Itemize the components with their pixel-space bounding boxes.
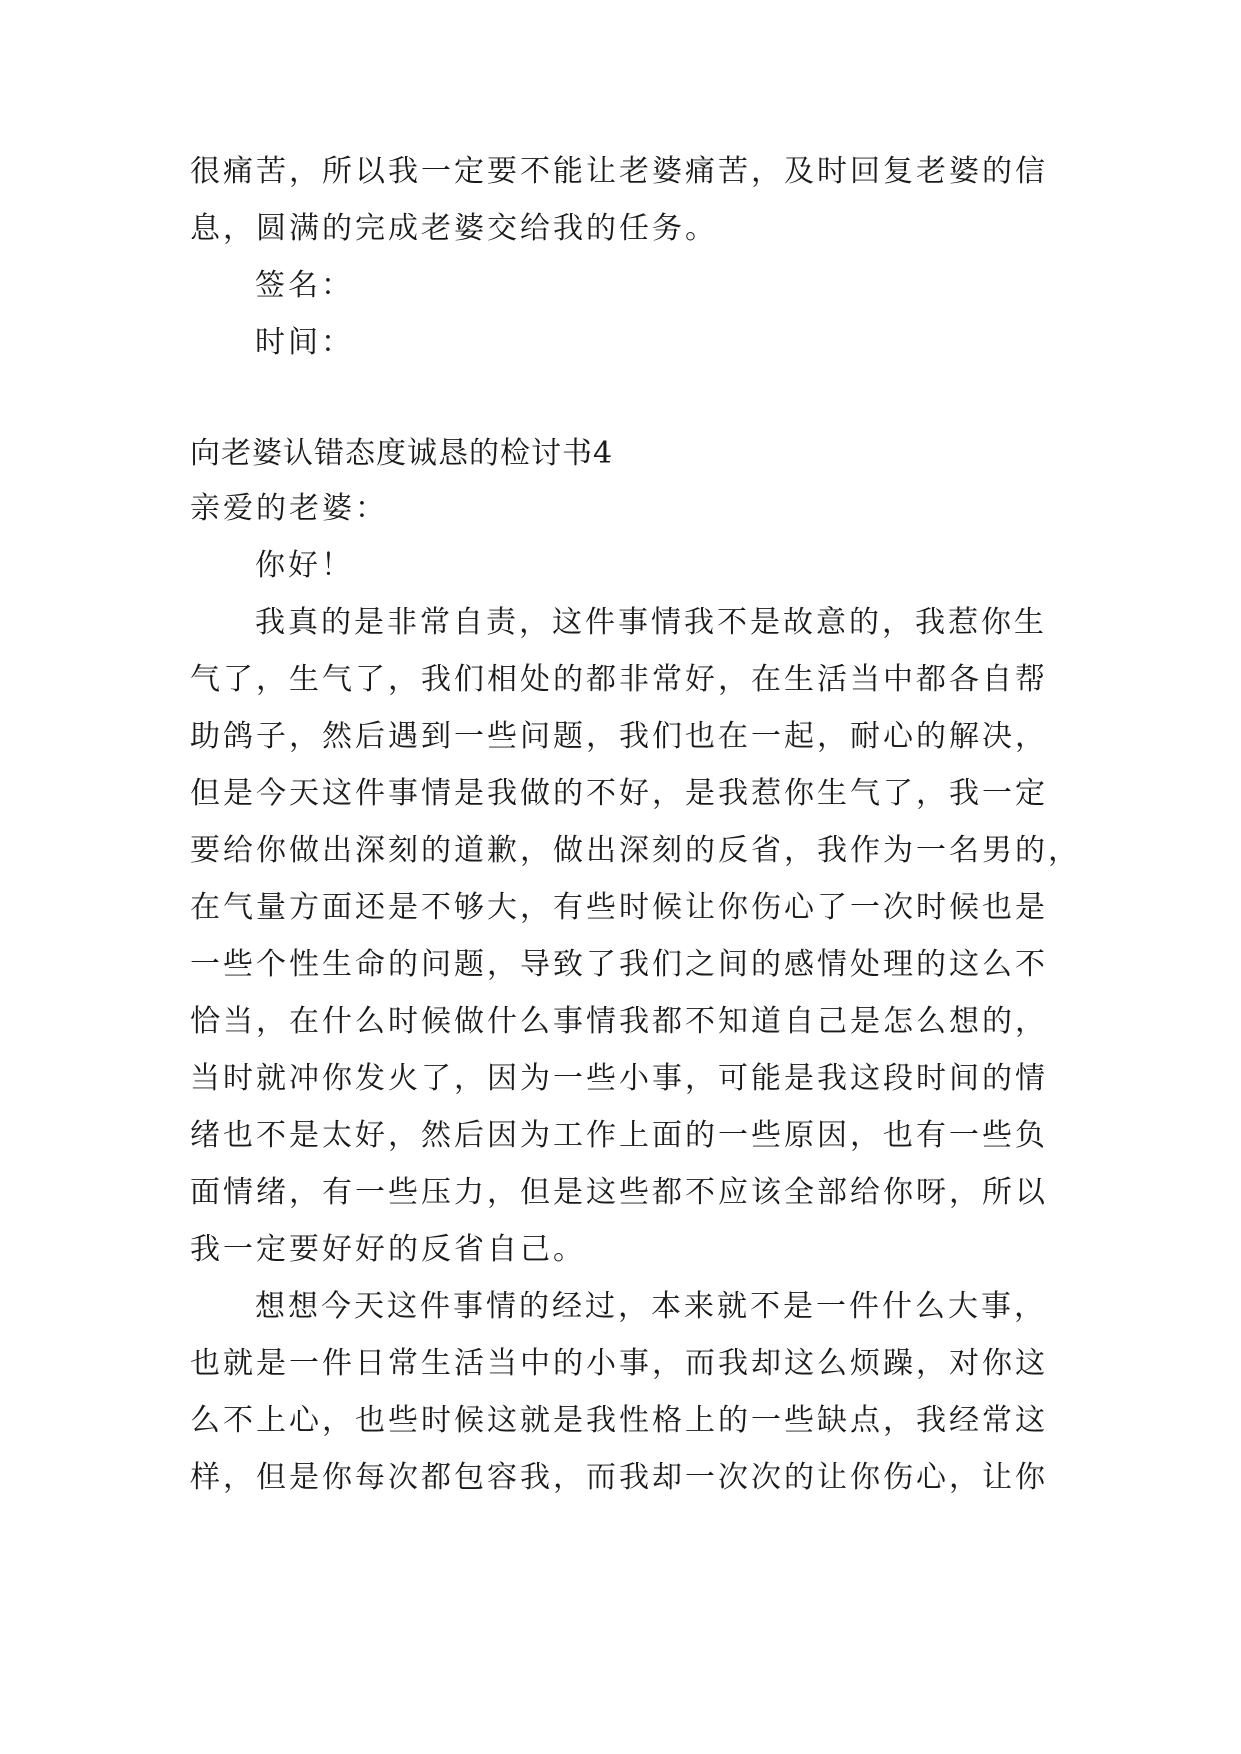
time-label: 时间： xyxy=(255,325,354,360)
text-line: 么不上心，也些时候这就是我性格上的一些缺点，我经常这 xyxy=(190,1403,1048,1438)
text-line: 我真的是非常自责，这件事情我不是故意的，我惹你生 xyxy=(255,605,1047,640)
text-line: 当时就冲你发火了，因为一些小事，可能是我这段时间的情 xyxy=(190,1061,1048,1096)
text-line: 要给你做出深刻的道歉，做出深刻的反省，我作为一名男的， xyxy=(190,833,1081,868)
text-line: 绪也不是太好，然后因为工作上面的一些原因，也有一些负 xyxy=(190,1118,1048,1153)
section-title: 向老婆认错态度诚恳的检讨书4 xyxy=(190,436,614,471)
signature-label: 签名： xyxy=(255,268,354,303)
greeting: 你好！ xyxy=(255,548,354,583)
salutation: 亲爱的老婆： xyxy=(190,491,388,526)
text-line: 在气量方面还是不够大，有些时候让你伤心了一次时候也是 xyxy=(190,890,1048,925)
text-line: 样，但是你每次都包容我，而我却一次次的让你伤心，让你 xyxy=(190,1460,1048,1495)
text-line: 我一定要好好的反省自己。 xyxy=(190,1232,586,1267)
text-line: 很痛苦，所以我一定要不能让老婆痛苦，及时回复老婆的信 xyxy=(190,154,1048,189)
text-line: 息，圆满的完成老婆交给我的任务。 xyxy=(190,211,718,246)
text-line: 想想今天这件事情的经过，本来就不是一件什么大事， xyxy=(255,1289,1047,1324)
text-line: 助鸽子，然后遇到一些问题，我们也在一起，耐心的解决， xyxy=(190,719,1048,754)
text-line: 气了，生气了，我们相处的都非常好，在生活当中都各自帮 xyxy=(190,662,1048,697)
text-line: 但是今天这件事情是我做的不好，是我惹你生气了，我一定 xyxy=(190,776,1048,811)
text-line: 也就是一件日常生活当中的小事，而我却这么烦躁，对你这 xyxy=(190,1346,1048,1381)
text-line: 一些个性生命的问题，导致了我们之间的感情处理的这么不 xyxy=(190,947,1048,982)
text-line: 面情绪，有一些压力，但是这些都不应该全部给你呀，所以 xyxy=(190,1175,1048,1210)
text-line: 恰当，在什么时候做什么事情我都不知道自己是怎么想的， xyxy=(190,1004,1048,1039)
